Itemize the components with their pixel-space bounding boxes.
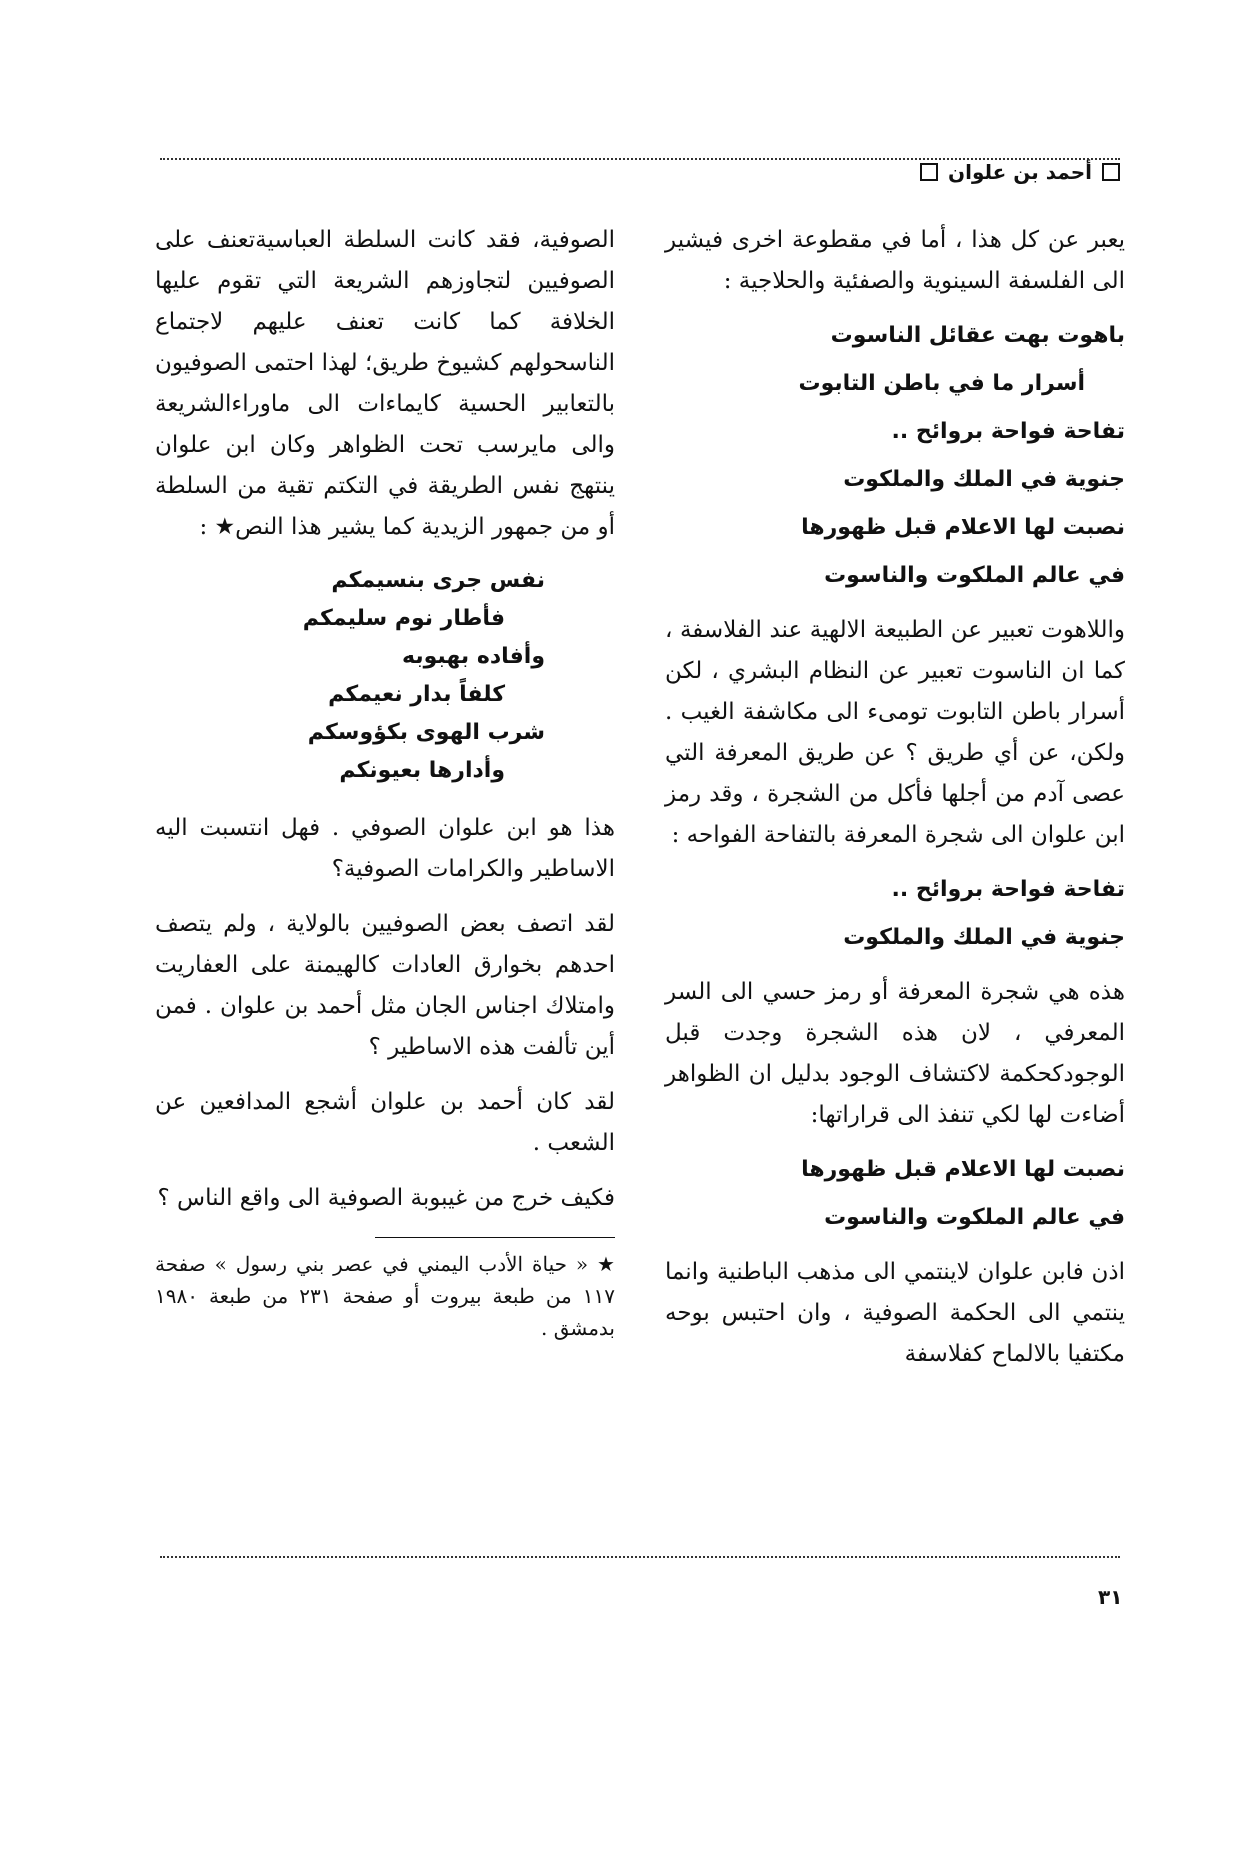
paragraph: لقد كان أحمد بن علوان أشجع المدافعين عن الشعب .: [155, 1089, 615, 1156]
page-number: ٣١: [1098, 1585, 1123, 1609]
verse-line: تفاحة فواحة بروائح ..: [891, 877, 1125, 902]
paragraph: هذا هو ابن علوان الصوفي . فهل انتسبت اليه الاساطير والكرامات الصوفية؟: [155, 815, 615, 882]
top-rule: [160, 158, 1120, 160]
paragraph: الصوفية، فقد كانت السلطة العباسيةتعنف على الصوفيين لتجاوزهم الشريعة التي تقوم عليها الخلافة كما كانت تعنف عليهم لاجتماع الناسحولهم كشيوخ طريق؛ لهذا احتمى الصوفيون بالتعابير الحسية كايماءات الى ماوراءالشريعة والى مايرسب تحت الظواهر وكان ابن علوان ينتهج نفس الطريقة في التكتم تقية من السلطة أو من جمهور الزيدية كما يشير هذا النص★ :: [155, 227, 615, 540]
verse-line: باهوت بهت عقائل الناسوت: [830, 323, 1125, 348]
verse-line: في عالم الملكوت والناسوت: [824, 1205, 1125, 1230]
left-column: [155, 220, 615, 1344]
verse-line: جنوية في الملك والملكوت: [843, 925, 1125, 950]
square-bullet-icon: [1102, 163, 1120, 181]
paragraph: هذه هي شجرة المعرفة أو رمز حسي الى السر المعرفي ، لان هذه الشجرة وجدت قبل الوجودكحكمة لاكتشاف الوجود بدليل ان الظواهر أضاءت لها لكي تنفذ الى قراراتها:: [665, 979, 1125, 1128]
poem-line: كلفاً بدار نعيمكم: [328, 682, 505, 707]
poem-line: وأفاده بهبوبه: [402, 644, 545, 669]
running-header: [920, 160, 1120, 184]
right-column: [665, 220, 1125, 1389]
poem-block: [155, 562, 615, 790]
footnote-rule: [375, 1237, 615, 1238]
poem-line: شرب الهوى بكؤوسكم: [307, 720, 545, 745]
verse-line: تفاحة فواحة بروائح ..: [891, 419, 1125, 444]
verse-line: في عالم الملكوت والناسوت: [824, 563, 1125, 588]
square-bullet-icon: [920, 163, 938, 181]
poem-line: وأدارها بعيونكم: [339, 758, 505, 783]
paragraph: يعبر عن كل هذا ، أما في مقطوعة اخرى فيشير الى الفلسفة السينوية والصفئية والحلاجية :: [665, 227, 1125, 294]
paragraph: فكيف خرج من غيبوبة الصوفية الى واقع الناس ؟: [157, 1185, 615, 1211]
verse-line: أسرار ما في باطن التابوت: [798, 371, 1085, 396]
poem-line: فأطار نوم سليمكم: [302, 606, 505, 631]
verse-line: نصبت لها الاعلام قبل ظهورها: [801, 515, 1125, 540]
verse-line: جنوية في الملك والملكوت: [843, 467, 1125, 492]
poem-line: نفس جرى بنسيمكم: [331, 568, 545, 593]
verse-block: [665, 1150, 1125, 1238]
paragraph: واللاهوت تعبير عن الطبيعة الالهية عند الفلاسفة ، كما ان الناسوت تعبير عن النظام البشري ، لكن أسرار باطن التابوت تومىء الى مكاشفة الغيب . ولكن، عن أي طريق ؟ عن طريق المعرفة التي عصى آدم من أجلها فأكل من الشجرة ، وقد رمز ابن علوان الى شجرة المعرفة بالتفاحة الفواحه :: [665, 617, 1125, 848]
verse-block: [665, 316, 1125, 596]
paragraph: اذن فابن علوان لاينتمي الى مذهب الباطنية وانما ينتمي الى الحكمة الصوفية ، وان احتبس بوحه مكتفيا بالالماح كفلاسفة: [665, 1259, 1125, 1367]
bottom-rule: [160, 1556, 1120, 1558]
verse-block: [665, 870, 1125, 958]
running-title: أحمد بن علوان: [948, 160, 1092, 184]
footnote: ★ « حياة الأدب اليمني في عصر بني رسول » صفحة ١١٧ من طبعة بيروت أو صفحة ٢٣١ من طبعة ١٩٨٠ بدمشق .: [155, 1252, 615, 1340]
paragraph: لقد اتصف بعض الصوفيين بالولاية ، ولم يتصف احدهم بخوارق العادات كالهيمنة على العفاريت وامتلاك اجناس الجان مثل أحمد بن علوان . فمن أين تألفت هذه الاساطير ؟: [155, 911, 615, 1060]
verse-line: نصبت لها الاعلام قبل ظهورها: [801, 1157, 1125, 1182]
